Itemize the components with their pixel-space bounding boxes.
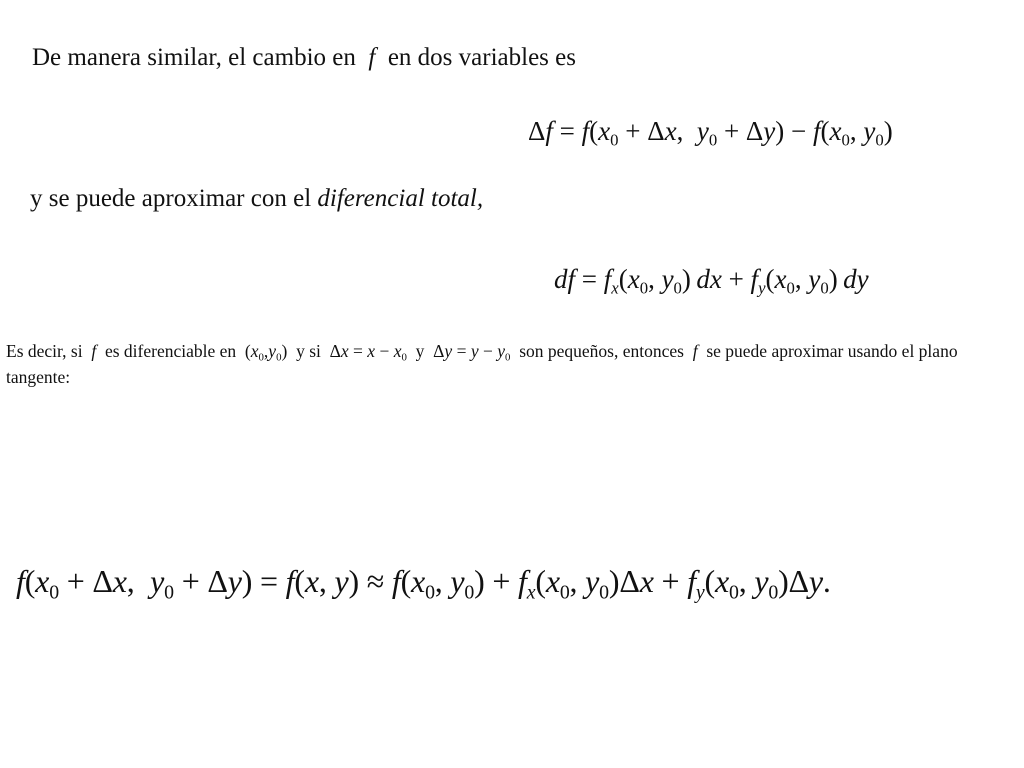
paragraph-text: y se puede aproximar con el [30, 185, 318, 212]
paragraph-tangent-plane: Es decir, si f es diferenciable en $(x_0,y_0)$ y si $\Delta x = x - x_0$ y $\Delta y = y - y_0$ son pequeños, entonces f se puede aproximar usando el plano tangente: [6, 341, 958, 387]
emphasis-text: diferencial total, [317, 185, 484, 212]
equation-total-differential: df = $f_x(x_0$, $y_0$) dx + $f_y(x_0$, $y_0$) dy [554, 264, 869, 298]
paragraph-total-differential [30, 185, 483, 213]
paragraph-change-in-f: De manera similar, el cambio en f en dos variables es [32, 44, 576, 71]
equation-linear-approximation: $f(x_0 + \Delta x$, $y_0 + \Delta y) = f(x$, $y) \approx f(x_0$, $y_0) + f_x(x_0$, $y_0)\Delta x + f_y(x_0$, $y_0)\Delta y$. [16, 563, 831, 604]
equation-delta-f: $\Delta f = f(x_0 + \Delta x$, $y_0 + \Delta y) - f(x_0$, $y_0$) [528, 116, 893, 150]
